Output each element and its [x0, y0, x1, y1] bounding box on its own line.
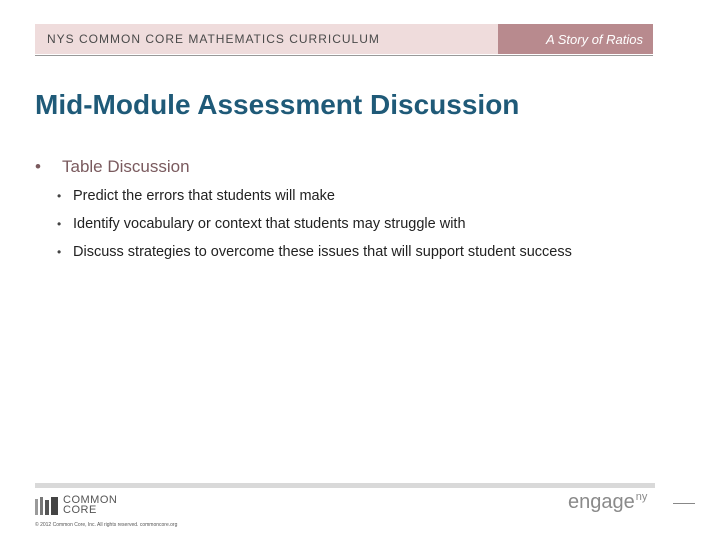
- story-label: A Story of Ratios: [498, 24, 653, 54]
- logo-line-1: COMMON: [63, 494, 118, 506]
- bullet-icon: •: [57, 217, 62, 231]
- engage-text: engage: [568, 491, 635, 513]
- logo-line-2: CORE: [63, 504, 97, 516]
- bullet-icon: •: [35, 157, 41, 176]
- sub-bullet-text: Predict the errors that students will make: [73, 188, 335, 204]
- main-bullet: [35, 157, 190, 177]
- curriculum-label: NYS COMMON CORE MATHEMATICS CURRICULUM: [35, 24, 498, 54]
- sub-bullet-text: Discuss strategies to overcome these issues that will support student success: [73, 244, 572, 260]
- engageny-logo: [568, 491, 647, 514]
- bullet-icon: •: [57, 245, 62, 259]
- list-item: [57, 214, 572, 242]
- copyright-text: © 2012 Common Core, Inc. All rights reserved. commoncore.org: [35, 522, 178, 528]
- bullet-icon: •: [57, 189, 62, 203]
- ny-text: ny: [635, 491, 648, 503]
- footer-divider: [35, 483, 655, 488]
- common-core-logo-icon: [35, 497, 59, 515]
- slide-title: Mid-Module Assessment Discussion: [35, 89, 520, 120]
- side-divider: [673, 503, 695, 504]
- list-item: [57, 186, 572, 214]
- header-bar: [35, 24, 653, 54]
- common-core-logo-text: [63, 495, 117, 515]
- sub-bullet-list: [57, 186, 572, 270]
- sub-bullet-text: Identify vocabulary or context that students may struggle with: [73, 216, 466, 232]
- main-bullet-text: Table Discussion: [62, 157, 190, 176]
- list-item: [57, 242, 572, 270]
- common-core-logo: [35, 495, 135, 517]
- header-divider: [35, 55, 653, 56]
